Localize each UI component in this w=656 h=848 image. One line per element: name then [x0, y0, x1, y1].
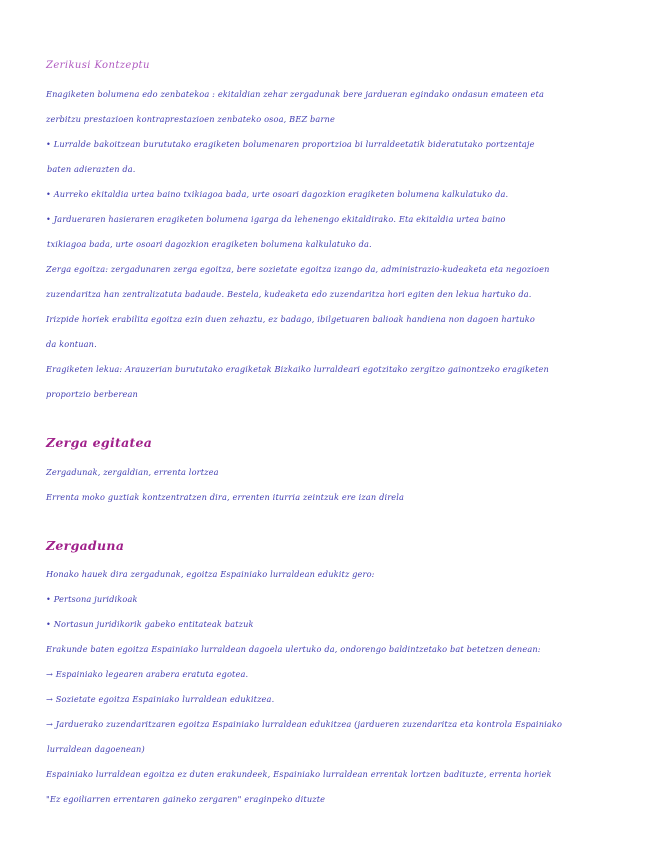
paragraph-line: Erakunde baten egoitza Espainiako lurraldean dagoela ulertuko da, ondorengo baldintzetako bat betetzen denean: — [46, 644, 541, 654]
bullet-line: • Jardueraren hasieraren eragiketen bolumena igarga da lehenengo ekitaldirako. Eta ekitaldia urtea baino — [46, 214, 506, 224]
paragraph-line: Honako hauek dira zergadunak, egoitza Espainiako lurraldean edukitz gero: — [46, 569, 375, 579]
paragraph-line: baten adierazten da. — [47, 164, 136, 174]
paragraph-line: lurraldean dagoenean) — [47, 744, 145, 754]
bullet-line: • Nortasun juridikorik gabeko entitateak batzuk — [46, 619, 254, 629]
bullet-line: • Aurreko ekitaldia urtea baino txikiagoa bada, urte osoari dagozkion eragiketen bolumena kalkulatuko da. — [46, 189, 509, 199]
paragraph-line: Irizpide horiek erabilita egoitza ezin duen zehaztu, ez badago, ibilgetuaren balioak handiena non dagoen hartuko — [46, 314, 535, 324]
section-heading: Zergaduna — [46, 538, 125, 553]
arrow-line: → Jarduerako zuzendaritzaren egoitza Espainiako lurraldean edukitzea (jardueren zuzendaritza eta kontrola Espainiako — [46, 719, 563, 729]
bullet-line: • Lurralde bakoitzean burututako eragiketen bolumenaren proportzioa bi lurraldeetatik bideratutako portzentaje — [46, 139, 535, 149]
paragraph-line: da kontuan. — [46, 339, 97, 349]
bullet-line: • Pertsona juridikoak — [46, 594, 138, 604]
paragraph-line: Enagiketen bolumena edo zenbatekoa : ekitaldian zehar zergadunak bere jardueran egindako ondasun emateen eta — [46, 89, 545, 99]
arrow-line: → Sozietate egoitza Espainiako lurraldean edukitzea. — [46, 694, 275, 704]
arrow-line: → Espainiako legearen arabera eratuta egotea. — [46, 669, 249, 679]
section-heading: Zerikusi Kontzeptu — [46, 60, 150, 71]
paragraph-line: proportzio berberean — [46, 389, 138, 399]
paragraph-line: zuzendaritza han zentralizatuta badaude. Bestela, kudeaketa edo zuzendaritza hori egiten den lekua hartuko da. — [46, 289, 532, 299]
section-heading: Zerga egitatea — [46, 435, 153, 450]
paragraph-line: zerbitzu prestazioen kontraprestazioen zenbateko osoa, BEZ barne — [46, 114, 335, 124]
paragraph-line: Eragiketen lekua: Arauzerian burututako eragiketak Bizkaiko lurraldeari egotzitako zergitzo gainontzeko eragiketen — [46, 364, 549, 374]
paragraph-line: "Ez egoiliarren errentaren gaineko zergaren" eraginpeko dituzte — [46, 794, 326, 804]
paragraph-line: Zerga egoitza: zergadunaren zerga egoitza, bere sozietate egoitza izango da, administrazio-kudeaketa eta negozioen — [46, 264, 550, 274]
paragraph-line: txikiagoa bada, urte osoari dagozkion eragiketen bolumena kalkulatuko da. — [47, 239, 372, 249]
paragraph-line: Espainiako lurraldean egoitza ez duten erakundeek, Espainiako lurraldean errentak lortzen badituzte, errenta horiek — [46, 769, 552, 779]
paragraph-line: Errenta moko guztiak kontzentratzen dira, errenten iturria zeintzuk ere izan direla — [46, 492, 405, 502]
paragraph-line: Zergadunak, zergaldian, errenta lortzea — [46, 467, 219, 477]
